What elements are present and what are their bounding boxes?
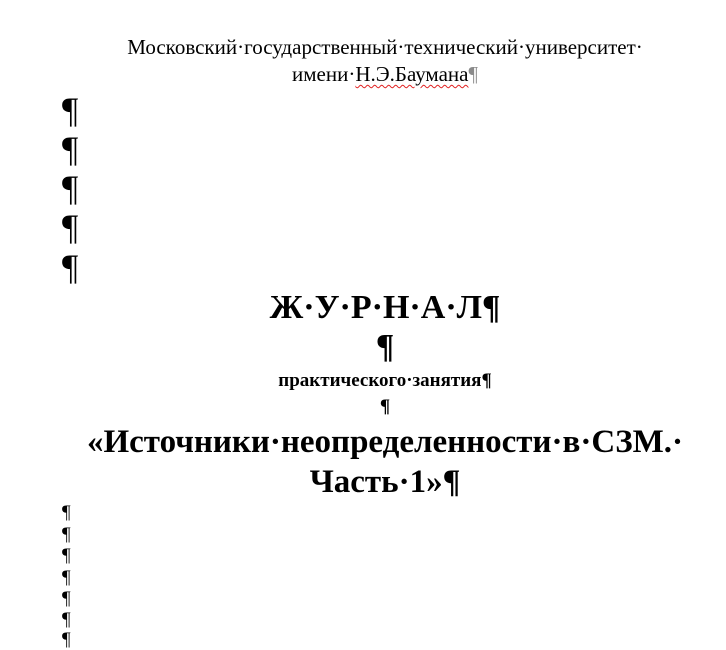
journal-title-text: Ж·У·Р·Н·А·Л	[269, 289, 482, 326]
empty-paragraph-mark: ¶	[62, 207, 79, 247]
empty-paragraph-mark: ¶	[62, 629, 71, 650]
theme-title-line-1	[0, 426, 726, 459]
theme-title-text: «Источники·неопределенности·в·СЗМ.·	[86, 424, 684, 460]
paragraph-mark: ¶	[482, 289, 501, 326]
empty-paragraph-mark: ¶	[62, 588, 71, 609]
university-line-1	[0, 37, 726, 58]
theme-title-line-2	[0, 466, 726, 499]
empty-paragraph-centered	[0, 397, 726, 416]
empty-paragraph-mark: ¶	[62, 545, 71, 566]
empty-paragraph-mark: ¶	[62, 129, 79, 169]
theme-title-text: Часть·1»	[309, 464, 443, 500]
empty-paragraph-mark: ¶	[62, 502, 71, 523]
paragraph-mark: ¶	[468, 62, 478, 86]
empty-paragraph-mark: ¶	[62, 609, 71, 630]
paragraph-mark: ¶	[379, 396, 391, 417]
empty-paragraph-centered	[0, 330, 726, 364]
paragraph-mark: ¶	[442, 464, 461, 500]
empty-paragraph-mark: ¶	[62, 247, 79, 287]
paragraph-mark: ¶	[481, 370, 492, 391]
empty-paragraph-mark: ¶	[62, 567, 71, 588]
spellcheck-flagged-name[interactable]: Н.Э.Баумана	[355, 62, 469, 86]
university-name-text: Московский·государственный·технический·университет·	[127, 35, 643, 59]
journal-title	[0, 291, 726, 325]
empty-paragraph-mark: ¶	[62, 168, 79, 208]
university-prefix-text: имени·	[292, 62, 356, 86]
empty-paragraph-mark: ¶	[62, 90, 79, 130]
university-line-2	[0, 64, 726, 85]
subtitle-text: практического·занятия	[278, 370, 482, 391]
subtitle-line	[0, 371, 726, 390]
empty-paragraph-mark: ¶	[62, 524, 71, 545]
paragraph-mark: ¶	[375, 328, 395, 365]
